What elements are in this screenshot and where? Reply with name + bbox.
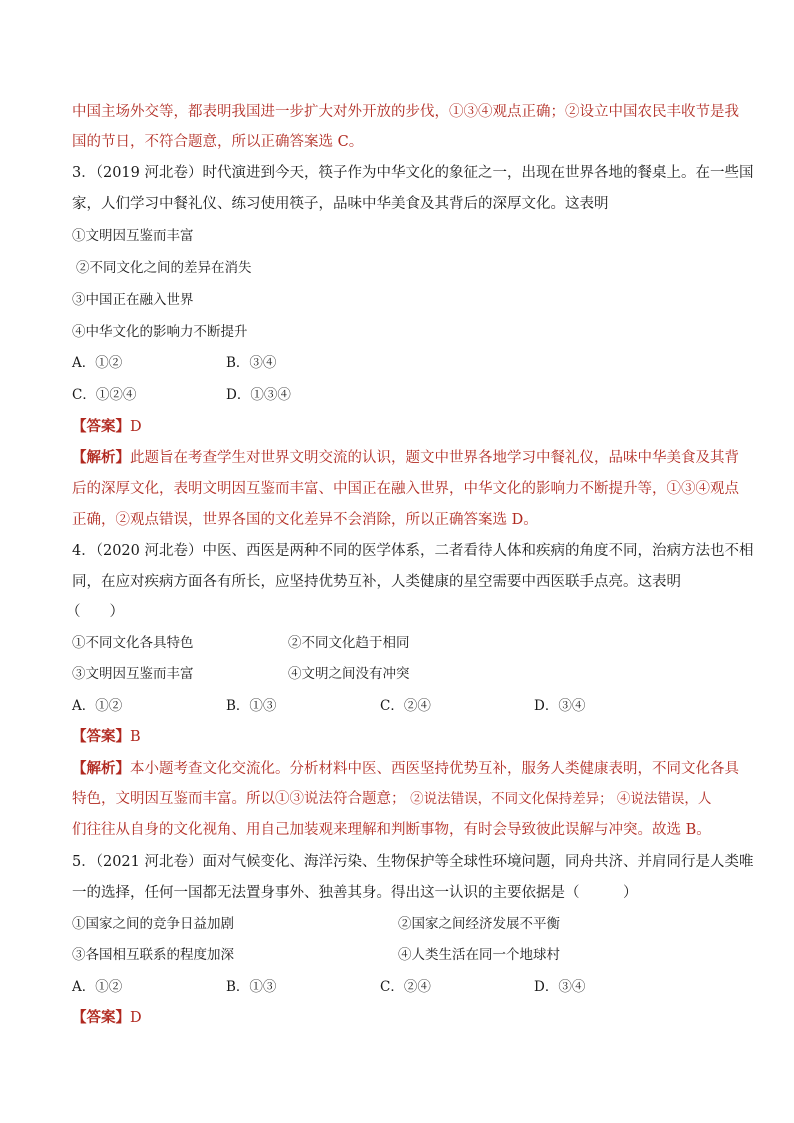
q5-item-1: ①国家之间的竞争日益加剧 xyxy=(72,916,234,932)
q3-analysis-line-2: 后的深厚文化，表明文明因互鉴而丰富、中国正在融入世界，中华文化的影响力不断提升等，①③④观点 xyxy=(72,481,739,497)
q3-analysis-text-1: 此题旨在考查学生对世界文明交流的认识，题文中世界各地学习中餐礼仪，品味中华美食及其背 xyxy=(130,450,739,466)
q4-answer xyxy=(72,727,732,747)
q4-stem-line-2: 同，在应对疾病方面各有所长，应坚持优势互补，人类健康的星空需要中西医联手点亮。这表明 xyxy=(72,574,681,590)
q3-answer-value: D xyxy=(130,419,142,435)
q3-choice-b: B．③④ xyxy=(226,355,277,371)
q3-stem-line-1: 3．（2019 河北卷）时代演进到今天，筷子作为中华文化的象征之一，出现在世界各地的餐桌上。在一些国 xyxy=(72,165,754,181)
q4-choice-a: A．①② xyxy=(72,698,123,714)
q3-stem-line-2: 家，人们学习中餐礼仪、练习使用筷子，品味中华美食及其背后的深厚文化。这表明 xyxy=(72,196,609,212)
q5-item-3: ③各国相互联系的程度加深 xyxy=(72,947,234,963)
q3-analysis-line-3: 正确，②观点错误，世界各国的文化差异不会消除，所以正确答案选 D。 xyxy=(72,512,538,528)
q4-analysis-text-2a: 特色，文明因互鉴而丰富。所以①③说法符合题意； xyxy=(72,791,406,807)
q4-answer-value: B xyxy=(130,729,141,745)
q3-item-1: ①文明因互鉴而丰富 xyxy=(72,228,194,244)
q3-choice-a: A．①② xyxy=(72,355,123,371)
q3-analysis-line-1 xyxy=(72,448,739,468)
q5-answer-value: D xyxy=(130,1010,142,1026)
q4-blank: （ ） xyxy=(66,604,124,620)
q5-choice-c: C．②④ xyxy=(380,979,431,995)
q3-item-3: ③中国正在融入世界 xyxy=(72,292,194,308)
q4-analysis-line-1 xyxy=(72,759,739,779)
q4-analysis-text-1: 本小题考查文化交流化。分析材料中医、西医坚持优势互补，服务人类健康表明，不同文化各具 xyxy=(130,761,739,777)
q4-choice-b: B．①③ xyxy=(226,698,277,714)
q5-answer-tag: 【答案】 xyxy=(72,1009,130,1026)
q4-analysis-line-2 xyxy=(72,789,732,809)
q4-answer-tag: 【答案】 xyxy=(72,728,130,745)
q4-item-1: ①不同文化各具特色 xyxy=(72,635,194,651)
q3-item-2: ②不同文化之间的差异在消失 xyxy=(76,260,252,276)
q3-item-4: ④中华文化的影响力不断提升 xyxy=(72,324,248,340)
q4-item-4: ④文明之间没有冲突 xyxy=(288,666,410,682)
q3-choice-d: D．①③④ xyxy=(226,387,291,403)
q5-choice-b: B．①③ xyxy=(226,979,277,995)
q5-choice-a: A．①② xyxy=(72,979,123,995)
q3-analysis-tag: 【解析】 xyxy=(72,449,130,466)
q4-item-2: ②不同文化趋于相同 xyxy=(288,635,410,651)
q4-choice-d: D．③④ xyxy=(534,698,586,714)
q5-stem-line-1: 5．（2021 河北卷）面对气候变化、海洋污染、生物保护等全球性环境问题，同舟共济、并肩同行是人类唯 xyxy=(72,854,754,870)
q4-analysis-tag: 【解析】 xyxy=(72,760,130,777)
q5-item-4: ④人类生活在同一个地球村 xyxy=(398,947,560,963)
q5-answer xyxy=(72,1008,732,1028)
q4-item-3: ③文明因互鉴而丰富 xyxy=(72,666,194,682)
q5-choice-d: D．③④ xyxy=(534,979,586,995)
q2-analysis-line-2: 国的节日，不符合题意，所以正确答案选 C。 xyxy=(72,134,364,150)
q5-item-2: ②国家之间经济发展不平衡 xyxy=(398,916,560,932)
q5-stem-line-2: 一的选择，任何一国都无法置身事外、独善其身。得出这一认识的主要依据是（ ） xyxy=(72,885,638,901)
q4-choice-c: C．②④ xyxy=(380,698,431,714)
q3-answer-tag: 【答案】 xyxy=(72,418,130,435)
q4-analysis-text-2b: ②说法错误，不同文化保持差异； ④说法错误，人 xyxy=(410,791,712,807)
q3-choice-c: C．①②④ xyxy=(72,387,137,403)
q4-stem-line-1: 4．（2020 河北卷）中医、西医是两种不同的医学体系，二者看待人体和疾病的角度不同，治病方法也不相 xyxy=(72,543,754,559)
q2-analysis-line-1: 中国主场外交等，都表明我国进一步扩大对外开放的步伐，①③④观点正确；②设立中国农民丰收节是我 xyxy=(72,104,739,120)
q4-analysis-line-3: 们往往从自身的文化视角、用自己加装观来理解和判断事物，有时会导致彼此误解与冲突。故选 B。 xyxy=(72,822,711,838)
q3-answer xyxy=(72,417,732,437)
